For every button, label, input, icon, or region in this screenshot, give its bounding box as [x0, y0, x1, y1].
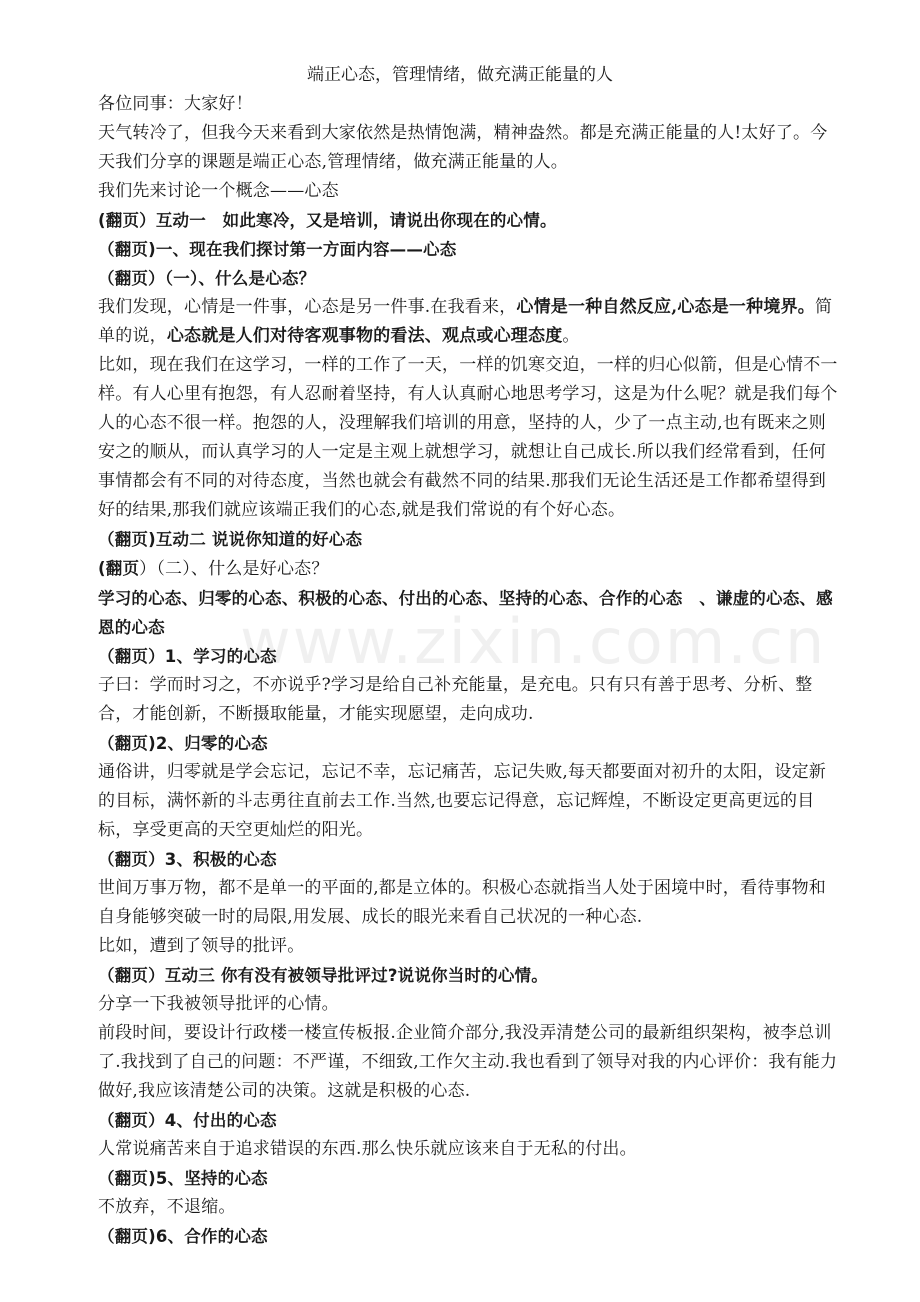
- heading-what-is-good-mindset: [98, 554, 838, 584]
- emphasis-text: 心态就是人们对待客观事物的看法、观点或心理态度: [166, 326, 563, 346]
- paragraph-positive: 世间万事万物，都不是单一的平面的,都是立体的。积极心态就指当人处于困境中时，看待事物和自身能够突破一时的局限,用发展、成长的眼光来看自己状况的一种心态.: [98, 878, 827, 927]
- text-run: 简单的说，: [98, 297, 833, 346]
- text-run: 。: [562, 326, 580, 346]
- paragraph-giving: 人常说痛苦来自于追求错误的东西.那么快乐就应该来自于无私的付出。: [98, 1139, 637, 1159]
- paragraph-zero: 通俗讲，归零就是学会忘记，忘记不幸，忘记痛苦，忘记失败,每天都要面对初升的太阳，设定新的目标，满怀新的斗志勇往直前去工作.当然,也要忘记得意，忘记辉煌，不断设定更高更远的目标，享受更高的天空更灿烂的阳光。: [98, 762, 827, 840]
- heading-learning-mindset: （翻页）1、学习的心态: [98, 647, 277, 666]
- text-run: 我们发现，心情是一件事，心态是另一件事.在我看来，: [98, 297, 517, 317]
- heading-giving-mindset: （翻页）4、付出的心态: [98, 1111, 277, 1130]
- heading-what-is-mindset: （翻页）（一）、什么是心态？: [98, 269, 316, 288]
- heading-interaction-3: （翻页）互动三 你有没有被领导批评过?说说你当时的心情。: [98, 966, 548, 985]
- watermark-text: www.zixin.com.cn: [240, 605, 827, 678]
- heading-cooperation-mindset: （翻页)6、合作的心态: [98, 1227, 268, 1246]
- paragraph-persist: 不放弃，不退缩。: [98, 1197, 236, 1217]
- paragraph-criticism: 比如，遭到了领导的批评。: [98, 936, 305, 956]
- list-good-mindsets: 学习的心态、归零的心态、积极的心态、付出的心态、坚持的心态、合作的心态 、谦虚的心态、感恩的心态: [98, 589, 833, 637]
- emphasis-text: 心情是一种自然反应,心态是一种境界。: [516, 297, 815, 317]
- heading-part-1: （翻页)一、现在我们探讨第一方面内容——心态: [98, 240, 457, 259]
- paragraph-definition: [98, 293, 838, 351]
- heading-persist-mindset: （翻页)5、坚持的心态: [98, 1169, 268, 1188]
- paragraph-learning: 子曰：学而时习之，不亦说乎?学习是给自己补充能量，是充电。只有只有善于思考、分析、整合，才能创新，不断摄取能量，才能实现愿望，走向成功.: [98, 675, 813, 724]
- text-run: ）（二）、什么是好心态？: [139, 559, 329, 579]
- heading-interaction-1: (翻页）互动一 如此寒冷，又是培训，请说出你现在的心情。: [98, 211, 557, 230]
- heading-zero-mindset: （翻页)2、归零的心态: [98, 734, 268, 753]
- paragraph-share: 分享一下我被领导批评的心情。: [98, 994, 339, 1014]
- heading-interaction-2: （翻页)互动二 说说你知道的好心态: [98, 530, 363, 549]
- document-body: [98, 90, 838, 1251]
- document-title: 端正心态，管理情绪，做充满正能量的人: [307, 65, 613, 85]
- heading-positive-mindset: （翻页）3、积极的心态: [98, 850, 277, 869]
- paragraph-example: 比如，现在我们在这学习，一样的工作了一天，一样的饥寒交迫，一样的归心似箭，但是心情不一样。有人心里有抱怨，有人忍耐着坚持，有人认真耐心地思考学习，这是为什么呢？就是我们每个人的心态不很一样。抱怨的人，没理解我们培训的用意，坚持的人，少了一点主动,也有既来之则安之的顺从，而认真学习的人一定是主观上就想学习，就想让自己成长.所以我们经常看到，任何事情都会有不同的对待态度，当然也就会有截然不同的结果.那我们无论生活还是工作都希望得到好的结果,那我们就应该端正我们的心态,就是我们常说的有个好心态。: [98, 355, 838, 520]
- greeting: 各位同事：大家好！: [98, 94, 253, 114]
- text-run: (翻页: [98, 559, 140, 578]
- paragraph-concept: 我们先来讨论一个概念——心态: [98, 181, 339, 201]
- paragraph-story: 前段时间，要设计行政楼一楼宣传板报.企业简介部分,我没弄清楚公司的最新组织架构，被李总训了.我找到了自己的问题：不严谨，不细致,工作欠主动.我也看到了领导对我的内心评价：我有能力做好,我应该清楚公司的决策。这就是积极的心态.: [98, 1023, 838, 1101]
- paragraph-intro: 天气转冷了，但我今天来看到大家依然是热情饱满，精神盎然。都是充满正能量的人!太好了。今天我们分享的课题是端正心态,管理情绪，做充满正能量的人。: [98, 123, 828, 172]
